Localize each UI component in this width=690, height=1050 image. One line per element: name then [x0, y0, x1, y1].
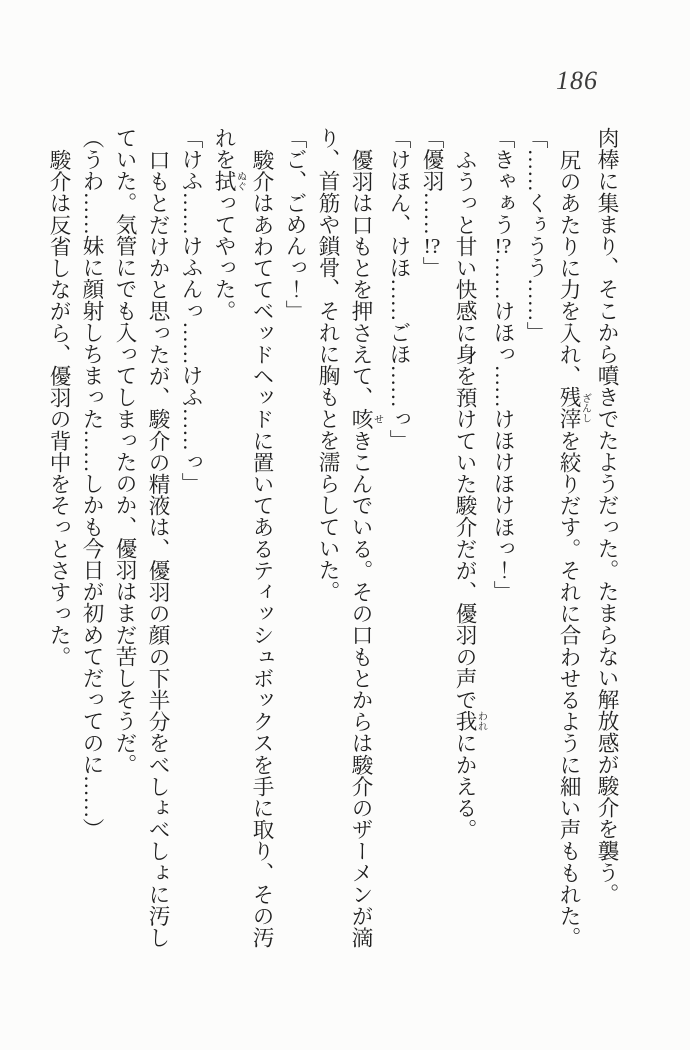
text-line: 「優羽……!?」 — [420, 127, 444, 279]
ruby-annotation: 拭ぬぐ — [212, 170, 246, 192]
text-line: ふうっと甘い快感に身を預けていた駿介だが、優羽の声で我われにかえる。 — [453, 148, 487, 840]
text-line: れを拭ぬぐってやった。 — [212, 127, 246, 322]
page-number: 186 — [556, 66, 598, 95]
ruby-annotation: 咳せ — [349, 407, 383, 430]
page-text — [47, 127, 623, 963]
text-line: り、首筋や鎖骨、それに胸もとを濡らしていた。 — [316, 127, 340, 603]
text-line: 優羽は口もとを押さえて、咳せきこんでいる。その口もとからは駿介のザーメンが滴 — [349, 148, 383, 948]
tatechuyoko-cluster: !? — [494, 235, 512, 257]
text-line: 「けほん、けほ……ごほ……っ」 — [387, 127, 411, 451]
text-line: 「ご、ごめんっ！」 — [283, 127, 307, 322]
text-line: 駿介は反省しながら、優羽の背中をそっとさすった。 — [47, 148, 71, 667]
text-line: 尻のあたりに力を入れ、残滓ざんしを絞りだす。それに合わせるように細い声ももれた。 — [557, 148, 591, 948]
tatechuyoko-cluster: !? — [423, 235, 441, 257]
text-line: 口もとだけかと思ったが、駿介の精液は、優羽の顔の下半分をべしょべしょに汚し — [146, 148, 170, 948]
text-line: 駿介はあわててベッドヘッドに置いてあるティッシュボックスを手に取り、その汚 — [250, 148, 274, 948]
text-line: 「けふ……けふんっ……けふ……っ」 — [179, 127, 203, 495]
text-line: ていた。気管にでも入ってしまったのか、優羽はまだ苦しそうだ。 — [113, 127, 137, 775]
text-line: 「……くぅうう……」 — [524, 127, 548, 343]
text-line: 「きゃぁう!?……けほっ……けほけほけほっ！」 — [491, 127, 515, 603]
ruby-annotation: 我われ — [453, 710, 487, 732]
text-line: （うわ……妹に顔射しちまった……しかも今日が初めてだってのに……） — [80, 127, 104, 840]
text-line: 肉棒に集まり、そこから噴きでたようだった。たまらない解放感が駿介を襲う。 — [595, 127, 619, 905]
ruby-annotation: 残滓ざんし — [557, 386, 591, 430]
